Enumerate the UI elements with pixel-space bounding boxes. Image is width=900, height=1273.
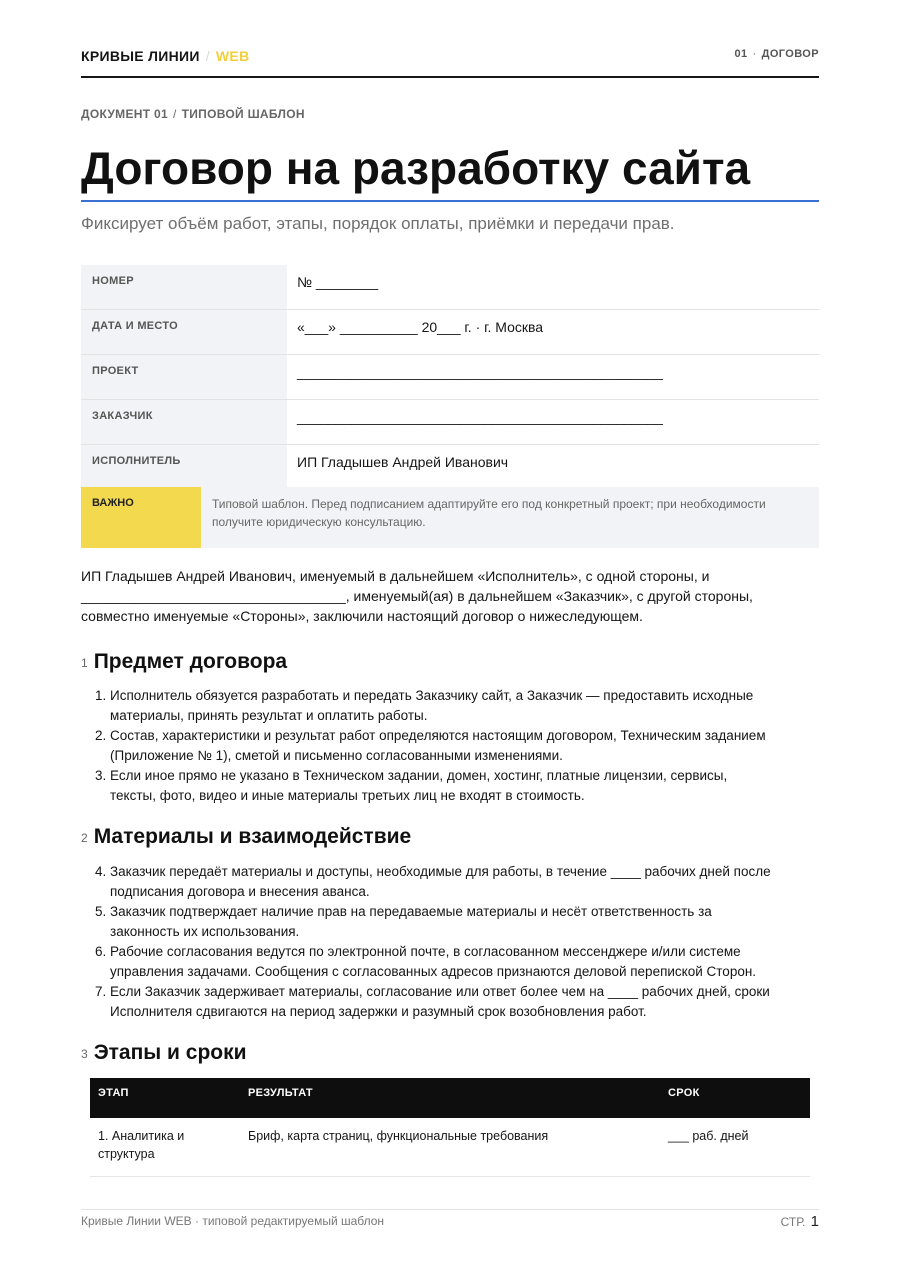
important-notice bbox=[81, 487, 819, 548]
clause-number: 5. bbox=[95, 904, 107, 919]
details-label: ЗАКАЗЧИК bbox=[81, 400, 287, 444]
preamble-line: совместно именуемые «Стороны», заключили настоящий договор о нижеследующем. bbox=[81, 608, 643, 624]
clause-number: 4. bbox=[95, 864, 107, 879]
clause-item bbox=[95, 942, 819, 982]
preamble-line: ИП Гладышев Андрей Иванович, именуемый в дальнейшем «Исполнитель», с одной стороны, и bbox=[81, 568, 710, 584]
details-label: ДАТА И МЕСТО bbox=[81, 310, 287, 354]
clause-line: Состав, характеристики и результат работ определяются настоящим договором, Техническим заданием bbox=[110, 728, 766, 743]
column-header-term: СРОК bbox=[668, 1087, 700, 1099]
details-value: _______________________________________________ bbox=[297, 364, 663, 380]
page-indicator bbox=[781, 1213, 819, 1230]
section-title: Предмет договора bbox=[93, 650, 288, 673]
clause-item bbox=[95, 862, 819, 902]
clause-line: законность их использования. bbox=[110, 924, 300, 939]
section-title: Этапы и сроки bbox=[93, 1041, 247, 1064]
clause-line: Исполнитель обязуется разработать и передать Заказчику сайт, а Заказчик — предоставить исходные bbox=[110, 688, 754, 703]
contract-details-table bbox=[81, 265, 819, 490]
stage-name-line: структура bbox=[98, 1147, 155, 1161]
clause-line: Если Заказчик задерживает материалы, согласование или ответ более чем на ____ рабочих дней, сроки bbox=[110, 984, 770, 999]
details-label: ИСПОЛНИТЕЛЬ bbox=[81, 445, 287, 489]
section-heading-1 bbox=[81, 650, 287, 674]
clause-line: Если иное прямо не указано в Техническом задании, домен, хостинг, платные лицензии, сервисы, bbox=[110, 768, 728, 783]
clause-line: Заказчик передаёт материалы и доступы, необходимые для работы, в течение ____ рабочих дней после bbox=[110, 864, 771, 879]
page-subtitle: Фиксирует объём работ, этапы, порядок оплаты, приёмки и передачи прав. bbox=[81, 214, 675, 233]
details-row-project bbox=[81, 355, 819, 400]
details-row-customer bbox=[81, 400, 819, 445]
details-label: ПРОЕКТ bbox=[81, 355, 287, 399]
document-reference bbox=[734, 48, 819, 60]
stage-name-line: 1. Аналитика и bbox=[98, 1129, 185, 1143]
document-kind: ДОГОВОР bbox=[761, 48, 819, 60]
page-number: 1 bbox=[810, 1213, 819, 1230]
document-number: 01 bbox=[734, 48, 748, 60]
breadcrumb-separator: / bbox=[172, 107, 177, 121]
section-number: 2 bbox=[81, 831, 88, 845]
breadcrumb-kind: ТИПОВОЙ ШАБЛОН bbox=[181, 107, 305, 121]
clause-number: 3. bbox=[95, 768, 107, 783]
clause-line: (Приложение № 1), сметой и письменно согласованными изменениями. bbox=[110, 748, 563, 763]
clause-line: тексты, фото, видео и иные материалы третьих лиц не входят в стоимость. bbox=[110, 788, 585, 803]
section-number: 1 bbox=[81, 656, 88, 670]
breadcrumb bbox=[81, 107, 305, 121]
brand-logo bbox=[81, 48, 249, 64]
details-value: № ________ bbox=[297, 274, 379, 290]
clause-line: материалы, принять результат и оплатить работы. bbox=[110, 708, 428, 723]
details-value: ИП Гладышев Андрей Иванович bbox=[297, 454, 509, 470]
stages-table bbox=[90, 1078, 810, 1177]
footer-caption: Кривые Линии WEB · типовой редактируемый шаблон bbox=[81, 1214, 385, 1228]
result-cell: Бриф, карта страниц, функциональные требования bbox=[248, 1129, 549, 1143]
notice-label: ВАЖНО bbox=[81, 487, 201, 548]
clause-number: 1. bbox=[95, 688, 107, 703]
section-heading-2 bbox=[81, 825, 411, 849]
brand-accent: WEB bbox=[215, 48, 250, 64]
page-footer bbox=[81, 1209, 819, 1240]
breadcrumb-doc: ДОКУМЕНТ 01 bbox=[81, 107, 168, 121]
details-value: _______________________________________________ bbox=[297, 409, 663, 425]
brand-separator: / bbox=[205, 48, 210, 64]
clause-number: 7. bbox=[95, 984, 107, 999]
details-row-number bbox=[81, 265, 819, 310]
stages-table-header bbox=[90, 1078, 810, 1118]
clause-line: Исполнителя сдвигаются на период задержки и разумный срок возобновления работ. bbox=[110, 1004, 647, 1019]
column-header-stage: ЭТАП bbox=[98, 1087, 129, 1099]
section-title: Материалы и взаимодействие bbox=[93, 825, 412, 848]
document-reference-dot: · bbox=[752, 48, 757, 60]
clause-number: 2. bbox=[95, 728, 107, 743]
section-1-clauses bbox=[95, 686, 819, 806]
details-row-contractor bbox=[81, 445, 819, 490]
section-heading-3 bbox=[81, 1041, 247, 1065]
top-bar bbox=[81, 42, 819, 78]
table-row bbox=[90, 1118, 810, 1177]
details-label: НОМЕР bbox=[81, 265, 287, 309]
clause-line: управления задачами. Сообщения с согласованных адресов признаются деловой перепиской Сторон. bbox=[110, 964, 757, 979]
clause-line: Рабочие согласования ведутся по электронной почте, в согласованном мессенджере и/или системе bbox=[110, 944, 741, 959]
page-label: СТР. bbox=[780, 1215, 806, 1229]
clause-item bbox=[95, 902, 819, 942]
clause-number: 6. bbox=[95, 944, 107, 959]
column-header-result: РЕЗУЛЬТАТ bbox=[248, 1087, 313, 1099]
details-value: «___» __________ 20___ г. · г. Москва bbox=[297, 319, 544, 335]
clause-line: Заказчик подтверждает наличие прав на передаваемые материалы и несёт ответственность за bbox=[110, 904, 712, 919]
page-title: Договор на разработку сайта bbox=[81, 140, 819, 202]
notice-text: Типовой шаблон. Перед подписанием адаптируйте его под конкретный проект; при необходимости получите юридическую консультацию. bbox=[212, 497, 766, 529]
preamble-line: __________________________________, именуемый(ая) в дальнейшем «Заказчик», с другой стороны, bbox=[81, 588, 753, 604]
clause-item bbox=[95, 982, 819, 1022]
details-row-date-place bbox=[81, 310, 819, 355]
section-2-clauses bbox=[95, 862, 819, 1022]
brand-name: КРИВЫЕ ЛИНИИ bbox=[81, 48, 200, 64]
clause-item bbox=[95, 686, 819, 726]
section-number: 3 bbox=[81, 1047, 88, 1061]
clause-item bbox=[95, 726, 819, 766]
clause-item bbox=[95, 766, 819, 806]
term-cell: ___ раб. дней bbox=[668, 1129, 749, 1143]
preamble bbox=[81, 566, 819, 626]
clause-line: подписания договора и внесения аванса. bbox=[110, 884, 370, 899]
stage-cell bbox=[98, 1127, 184, 1163]
